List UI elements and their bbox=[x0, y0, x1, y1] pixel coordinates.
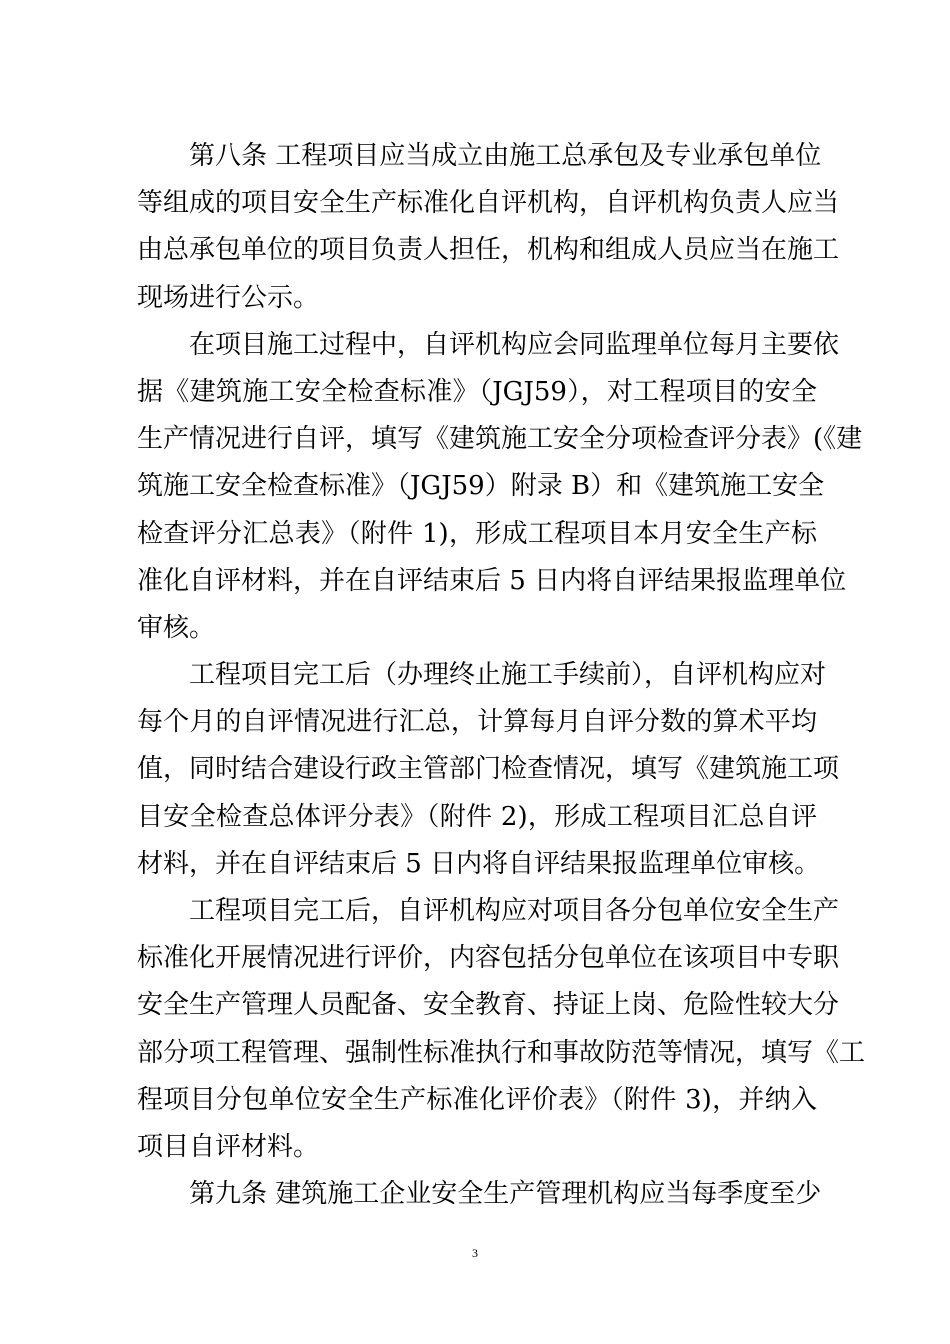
text-line: 工程项目完工后，自评机构应对项目各分包单位安全生产 bbox=[189, 896, 840, 926]
text-line: 工程项目完工后（办理终止施工手续前），自评机构应对 bbox=[189, 660, 827, 691]
text-line: 程项目分包单位安全生产标准化评价表》（附件 3)，并纳入 bbox=[137, 1084, 817, 1115]
text-line: 准化自评材料，并在自评结束后 5 日内将自评结果报监理单位 bbox=[137, 565, 847, 596]
paragraph-subcontractor-evaluation bbox=[137, 888, 866, 1171]
text-line: 目安全检查总体评分表》（附件 2)，形成工程项目汇总自评 bbox=[137, 801, 817, 832]
text-line: 第八条 工程项目应当成立由施工总承包及专业承包单位 bbox=[189, 141, 822, 171]
paragraph-completion-summary bbox=[137, 652, 840, 888]
text-line: 筑施工安全检查标准》（JGJ59）附录 B）和《建筑施工安全 bbox=[137, 471, 825, 502]
text-line: 等组成的项目安全生产标准化自评机构，自评机构负责人应当 bbox=[137, 188, 840, 219]
text-line: 生产情况进行自评，填写《建筑施工安全分项检查评分表》(《建 bbox=[137, 424, 863, 455]
text-line: 在项目施工过程中，自评机构应会同监理单位每月主要依 bbox=[189, 329, 840, 360]
text-line: 安全生产管理人员配备、安全教育、持证上岗、危险性较大分 bbox=[137, 990, 840, 1021]
text-line: 每个月的自评情况进行汇总，计算每月自评分数的算术平均 bbox=[137, 707, 817, 738]
text-line: 现场进行公示。 bbox=[137, 282, 320, 313]
text-line: 据《建筑施工安全检查标准》（JGJ59），对工程项目的安全 bbox=[137, 376, 817, 407]
text-line: 项目自评材料。 bbox=[137, 1131, 320, 1162]
text-line: 第九条 建筑施工企业安全生产管理机构应当每季度至少 bbox=[189, 1179, 822, 1210]
text-line: 检查评分汇总表》（附件 1)，形成工程项目本月安全生产标 bbox=[137, 518, 817, 549]
paragraph-monthly-self-evaluation bbox=[137, 322, 863, 652]
document-body bbox=[137, 133, 866, 1218]
text-line: 标准化开展情况进行评价，内容包括分包单位在该项目中专职 bbox=[137, 943, 840, 974]
text-line: 值，同时结合建设行政主管部门检查情况，填写《建筑施工项 bbox=[137, 754, 840, 785]
text-line: 部分项工程管理、强制性标准执行和事故防范等情况，填写《工 bbox=[137, 1037, 866, 1068]
text-line: 由总承包单位的项目负责人担任，机构和组成人员应当在施工 bbox=[137, 235, 840, 266]
text-line: 材料，并在自评结束后 5 日内将自评结果报监理单位审核。 bbox=[137, 848, 821, 879]
text-line: 审核。 bbox=[137, 612, 216, 643]
page-number: 3 bbox=[472, 1246, 478, 1260]
paragraph-article-8 bbox=[137, 133, 840, 322]
paragraph-article-9 bbox=[137, 1171, 822, 1218]
